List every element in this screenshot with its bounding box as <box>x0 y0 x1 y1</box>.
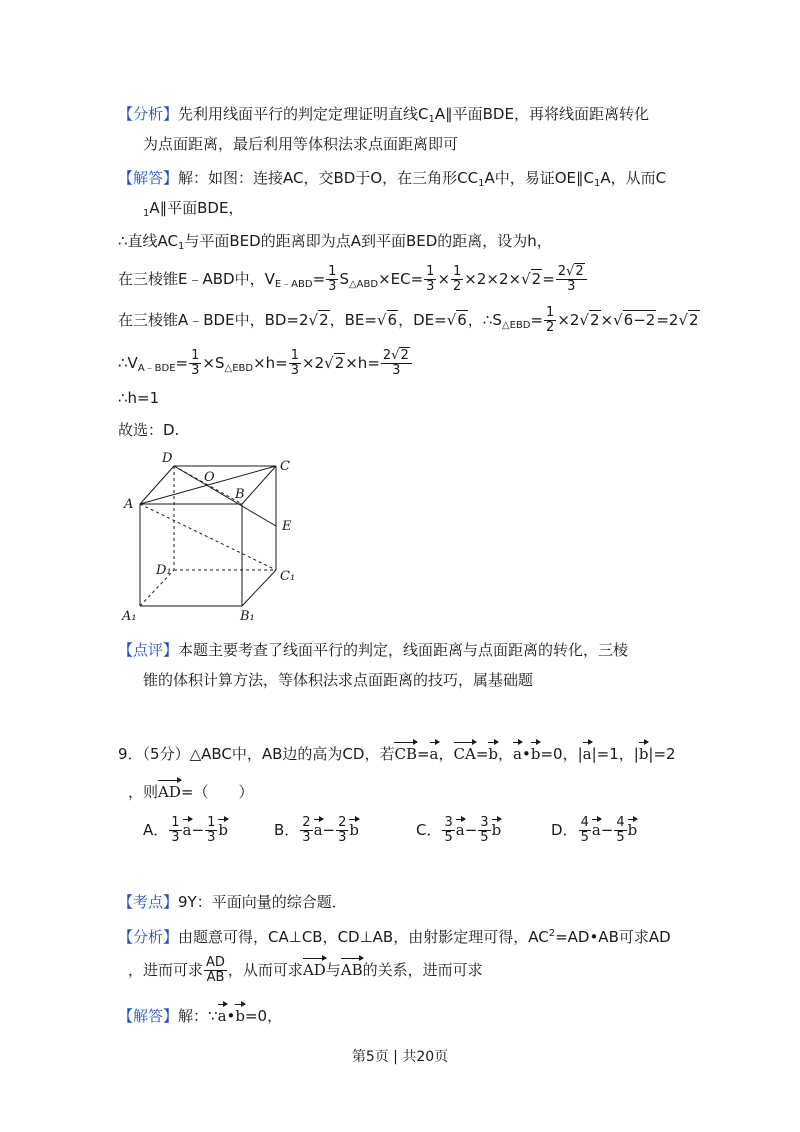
label-A: A <box>124 497 134 512</box>
label-D1: D₁ <box>156 563 172 578</box>
q8-solution-line5: 在三棱锥A﹣BDE中，BD=2√2，BE=√6，DE=√6，$\therefore S_{\triangle EBD}=$ $\frac{1}{2}$ ×2√2×√6−2=2√2 <box>118 305 699 335</box>
q8-solution-line4: 在三棱锥E﹣ABD中，$V_{E﹣ABD}=$ $\frac{1}{3}$ $S_{\triangle ABD}\times EC=$ $\frac{1}{3}$ × $\frac{1}{2}$ ×2×2×√2= $\frac{2√2}{3}$ <box>118 265 588 295</box>
label-B: B <box>235 487 245 502</box>
q8-solution-line6: $\therefore V_{A﹣BDE}=$ $\frac{1}{3}$ $\times S_{\triangle EBD}\times h=$ $\frac{1}{3}$ ×2√2×h= $\frac{2√2}{3}$ <box>118 349 413 379</box>
line-DE <box>174 466 276 526</box>
q9-stem-line2: ，则AD=（ ） <box>128 778 253 802</box>
comment-tag: 【点评】 <box>118 641 179 659</box>
q9-stem: 9．（5分）△ABC中，AB边的高为CD，若CB=a，CA=b，a•b=0，|a|=1，|b|=2 <box>118 740 676 764</box>
q8-solution-line1: 【解答】解：如图：连接AC，交BD于O，在三角形$CC_1A$中，易证$OE\parallel C_1A$，从而C <box>118 169 667 189</box>
label-A1: A₁ <box>122 609 137 624</box>
q8-solution-line3: ∴直线$AC_1$与平面BED的距离即为点A到平面BED的距离，设为h， <box>118 232 552 252</box>
q8-solution-line8: 故选：D. <box>118 421 180 439</box>
q9-kaodian: 【考点】9Y：平面向量的综合题． <box>118 893 347 911</box>
q8-solution-line2: $_1$A∥平面BDE， <box>143 199 244 219</box>
analysis-tag-2: 【分析】 <box>118 928 179 946</box>
solution-tag: 【解答】 <box>118 169 179 187</box>
edge-BC <box>242 466 276 504</box>
label-C: C <box>280 459 290 474</box>
kaodian-tag: 【考点】 <box>118 893 179 911</box>
q8-analysis-line2: 为点面距离，最后利用等体积法求点面距离即可 <box>143 135 459 153</box>
q9-option-D[interactable]: D． $\frac{4}{5}$ a− $\frac{4}{5}$ b <box>551 815 638 845</box>
q9-analysis-line2: ，进而可求 $\frac{AD}{AB}$ ，从而可求AD与AB的关系，进而可求 <box>128 955 483 985</box>
page-footer: 第5页 | 共20页 <box>351 1049 449 1065</box>
label-E: E <box>282 519 292 534</box>
cube-figure <box>118 448 308 628</box>
q8-solution-line7: ∴h=1 <box>118 389 160 407</box>
label-O: O <box>204 470 215 485</box>
q9-option-A[interactable]: A． $\frac{1}{3}$ a− $\frac{1}{3}$ b <box>143 815 228 845</box>
label-D: D <box>162 451 173 466</box>
solution-tag-2: 【解答】 <box>118 1007 179 1025</box>
q8-analysis-line1: 【分析】先利用线面平行的判定定理证明直线$C_1A\parallel$平面BDE，再将线面距离转化 <box>118 105 649 125</box>
q8-comment-line2: 锥的体积计算方法，等体积法求点面距离的技巧，属基础题 <box>143 671 534 689</box>
q8-comment-line1: 【点评】本题主要考查了线面平行的判定，线面距离与点面距离的转化，三棱 <box>118 641 629 659</box>
label-B1: B₁ <box>240 609 255 624</box>
q9-option-B[interactable]: B． $\frac{2}{3}$ a− $\frac{2}{3}$ b <box>274 815 359 845</box>
label-C1: C₁ <box>280 569 296 584</box>
q9-option-C[interactable]: C． $\frac{3}{5}$ a− $\frac{3}{5}$ b <box>416 815 502 845</box>
q9-analysis-line1: 【分析】由题意可得，CA⊥CB，CD⊥AB，由射影定理可得，$AC^2=AD•AB$可求AD <box>118 928 671 946</box>
analysis-tag: 【分析】 <box>118 105 179 123</box>
q9-solution-line1: 【解答】解：∵a•b=0， <box>118 1002 282 1026</box>
edge-B1C1 <box>242 570 276 606</box>
edge-AD <box>140 466 174 504</box>
